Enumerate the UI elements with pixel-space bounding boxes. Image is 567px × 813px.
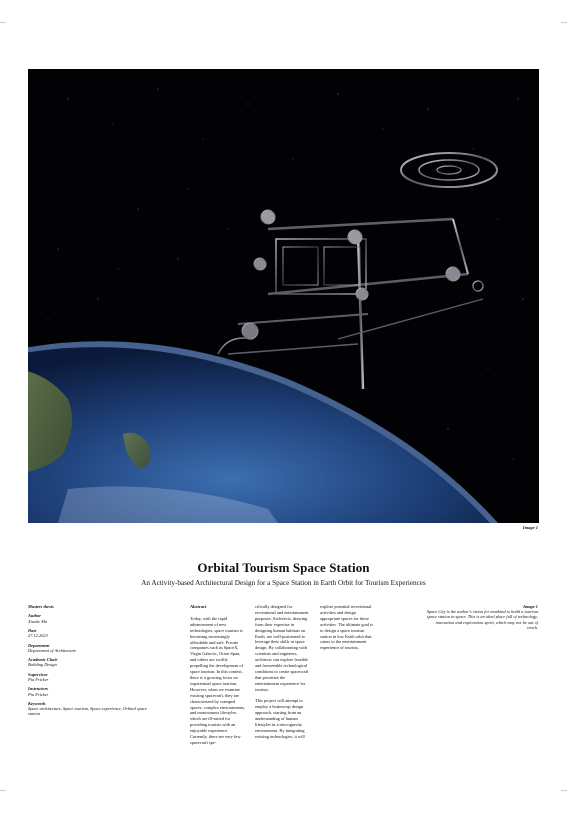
image-note-text: Space City is the author's vision for mankind to build a tourism space station in space. This is an ideal place full of technology, innovation and exploration spirit, which may not be out of reach. (426, 609, 538, 630)
supervisor-value: Pia Fricker (28, 676, 49, 682)
keywords-label: Keywords (28, 700, 46, 706)
chair-value: Building Design (28, 662, 57, 668)
department-value: Department of Architecture (28, 647, 77, 653)
image-note-label: Image 1 (523, 604, 538, 609)
date-label: Date (28, 627, 37, 633)
keywords-value: Space architecture, Space tourism, Space experience, Orbital space station (28, 706, 147, 717)
supervisor-label: Supervisor (28, 671, 48, 677)
date-value: 27.12.2023 (28, 633, 48, 639)
abstract-paragraph: cifically designed for recreational and entertainment purposes. Architects, drawing from their expertise in designing human habitats on Earth, are well-positioned to leverage their skills in space design. By collaborating with scientists and engineers, architects can explore feasible and foreseeable technological conditions to create spacecraft that prioritize the entertainment experience for tourists. (255, 604, 309, 692)
page-subtitle: An Activity-based Architectural Design for a Space Station in Earth Orbit for Tourism Experiences (141, 579, 426, 587)
figure-caption: Image 1 (522, 525, 538, 530)
abstract-column-3 (320, 604, 375, 657)
abstract-column-1 (190, 604, 245, 752)
thesis-type: Masters thesis (28, 604, 54, 609)
crop-mark (561, 790, 567, 791)
crop-mark (0, 790, 6, 791)
abstract-paragraph: explore potential recreational activities and design appropriate spaces for these activities. The ultimate goal is to design a space tourism station in low Earth orbit that caters to the entertainment experience of tourists. (320, 604, 373, 651)
page-title: Orbital Tourism Space Station (197, 560, 370, 575)
crop-mark (561, 22, 567, 23)
instructors-value: Pia Fricker (28, 691, 49, 697)
abstract-heading: Abstract (190, 604, 207, 609)
department-label: Department (28, 642, 50, 648)
instructors-label: Instructors (28, 686, 49, 692)
abstract-column-2 (255, 604, 310, 746)
hero-render-image (28, 69, 539, 523)
chair-label: Academic Chair (28, 657, 58, 663)
abstract-paragraph: Today, with the rapid advancement of new technologies, space tourism is becoming increasingly affordable and safe. Private companies such as SpaceX, Virgin Galactic, Orion Span, and others are swiftly propelling the development of space tourism. In this context, there is a growing focus on experiential space tourism. However, when we examine existing spacecraft, they are characterized by cramped spaces, complex environments, and monotonous lifestyles, which are ill-suited for providing tourists with an enjoyable experience. Currently, there are very few spacecraft spe- (190, 615, 245, 745)
author-value: Xiaoke Ma (28, 618, 48, 624)
image-note (426, 604, 538, 630)
abstract-paragraph: This project will attempt to employ a bottom-up design approach, starting from an understanding of human lifestyles in a microgravity environment. By integrating existing technologies, it will (255, 698, 305, 739)
thesis-metadata (28, 604, 153, 721)
author-label: Author (28, 613, 41, 619)
crop-mark (0, 22, 6, 23)
